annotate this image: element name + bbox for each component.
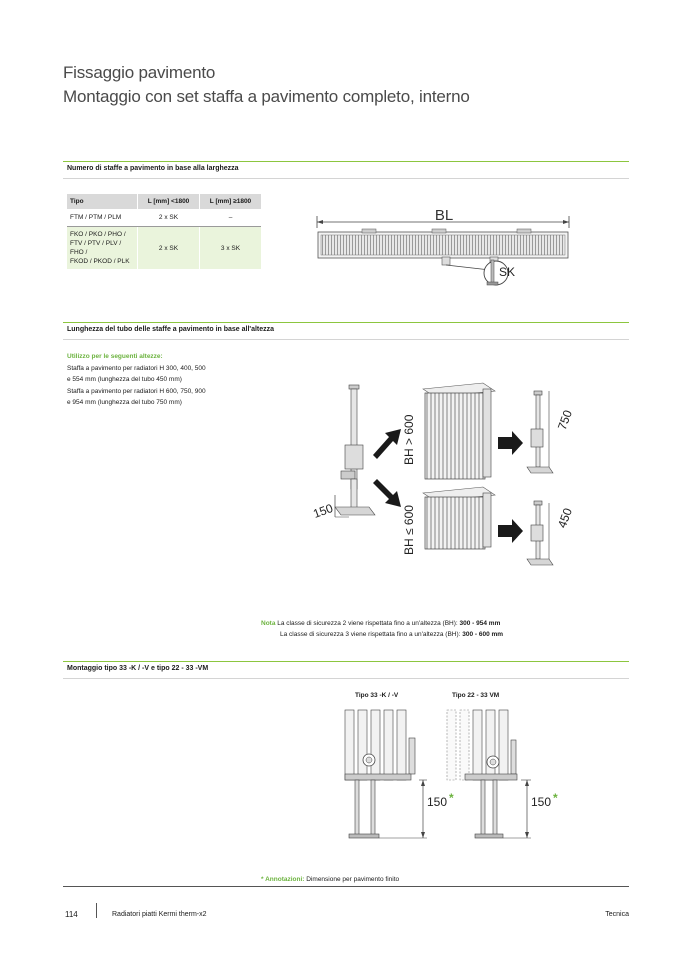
mounting-type-22-33-vm	[447, 710, 517, 838]
tipo-line: FKOD / PKOD / PLK	[70, 258, 130, 265]
height-diagram	[305, 375, 590, 575]
section-heading-1-text: Numero di staffe a pavimento in base alla larghezza	[67, 165, 239, 172]
note-line2-text: La classe di sicurezza 3 viene rispettata fino a un'altezza (BH):	[280, 631, 463, 638]
arrow-right-icon	[498, 519, 523, 543]
bl-label: BL	[434, 207, 454, 224]
usage-line: e 554 mm (lunghezza del tubo 450 mm)	[67, 376, 182, 383]
label-bh-le-600: BH ≤ 600	[402, 505, 416, 555]
label-150: 150	[311, 500, 335, 521]
table-cell-tipo: FTM / PTM / PLM	[67, 209, 138, 227]
fig1-label: Tipo 33 -K / -V	[355, 692, 399, 699]
page-title-line1: Fissaggio pavimento	[63, 63, 216, 82]
note-line1-value: 300 - 954 mm	[459, 620, 501, 627]
table-cell: 2 x SK	[138, 209, 200, 227]
staffe-table	[67, 194, 261, 269]
arrow-down-icon	[373, 479, 401, 507]
page-title-line2: Montaggio con set staffa a pavimento completo, interno	[63, 87, 470, 106]
note-label: Nota	[261, 620, 276, 627]
tipo-line: FKO / PKO / PHO /	[70, 231, 126, 238]
radiator-tall	[423, 383, 495, 479]
mounting-diagram	[335, 704, 570, 844]
note-line1-text: La classe di sicurezza 2 viene rispettata fino a un'altezza (BH):	[277, 620, 460, 627]
note-block	[261, 618, 503, 640]
usage-title: Utilizzo per le seguenti altezze:	[67, 353, 163, 360]
usage-line: Staffa a pavimento per radiatori H 600, 750, 900	[67, 387, 206, 395]
table-cell: 2 x SK	[138, 227, 200, 270]
arrow-up-icon	[373, 429, 401, 459]
bl-radiator-diagram	[312, 200, 574, 294]
sk-label: SK	[499, 265, 516, 279]
dim-label-left: 150	[427, 795, 448, 809]
section-heading-2	[63, 322, 629, 340]
page-number: 114	[65, 910, 78, 919]
star-right: *	[553, 791, 558, 805]
dim-label-right: 150	[531, 795, 552, 809]
fig2-label: Tipo 22 - 33 VM	[452, 692, 500, 699]
note-line2-value: 300 - 600 mm	[462, 631, 504, 638]
mounting-type-33-kv	[345, 710, 415, 838]
annotation-label: * Annotazioni:	[261, 876, 305, 883]
usage-text	[67, 351, 206, 409]
star-left: *	[449, 791, 454, 805]
section-heading-1	[63, 161, 629, 179]
table-header-l-ge-1800: L [mm] ≥1800	[200, 194, 262, 209]
table-header-tipo: Tipo	[67, 194, 138, 209]
annotation	[261, 874, 399, 885]
radiator-short	[423, 487, 495, 549]
label-450: 450	[554, 506, 575, 530]
annotation-text: Dimensione per pavimento finito	[306, 876, 400, 883]
table-cell: –	[200, 209, 262, 227]
table-header-l-lt-1800: L [mm] <1800	[138, 194, 200, 209]
section-heading-2-text: Lunghezza del tubo delle staffe a pavimento in base all'altezza	[67, 326, 275, 333]
table-cell: 3 x SK	[200, 227, 262, 270]
footer-rule	[63, 886, 629, 887]
floor-bracket-large	[335, 385, 375, 515]
section-heading-3	[63, 661, 629, 679]
usage-line: Staffa a pavimento per radiatori H 300, 400, 500	[67, 364, 206, 372]
table-cell-tipo	[67, 227, 138, 270]
arrow-right-icon	[498, 431, 523, 455]
section-heading-3-text: Montaggio tipo 33 -K / -V e tipo 22 - 33 -VM	[67, 665, 209, 672]
label-750: 750	[554, 408, 575, 432]
label-bh-gt-600: BH > 600	[402, 414, 416, 465]
footer-doc-title: Radiatori piatti Kermi therm-x2	[112, 911, 207, 918]
footer-section: Tecnica	[605, 911, 629, 918]
usage-line: e 954 mm (lunghezza del tubo 750 mm)	[67, 399, 182, 406]
footer-divider	[96, 903, 97, 918]
tipo-line: FTV / PTV / PLV / FHO /	[70, 240, 122, 256]
